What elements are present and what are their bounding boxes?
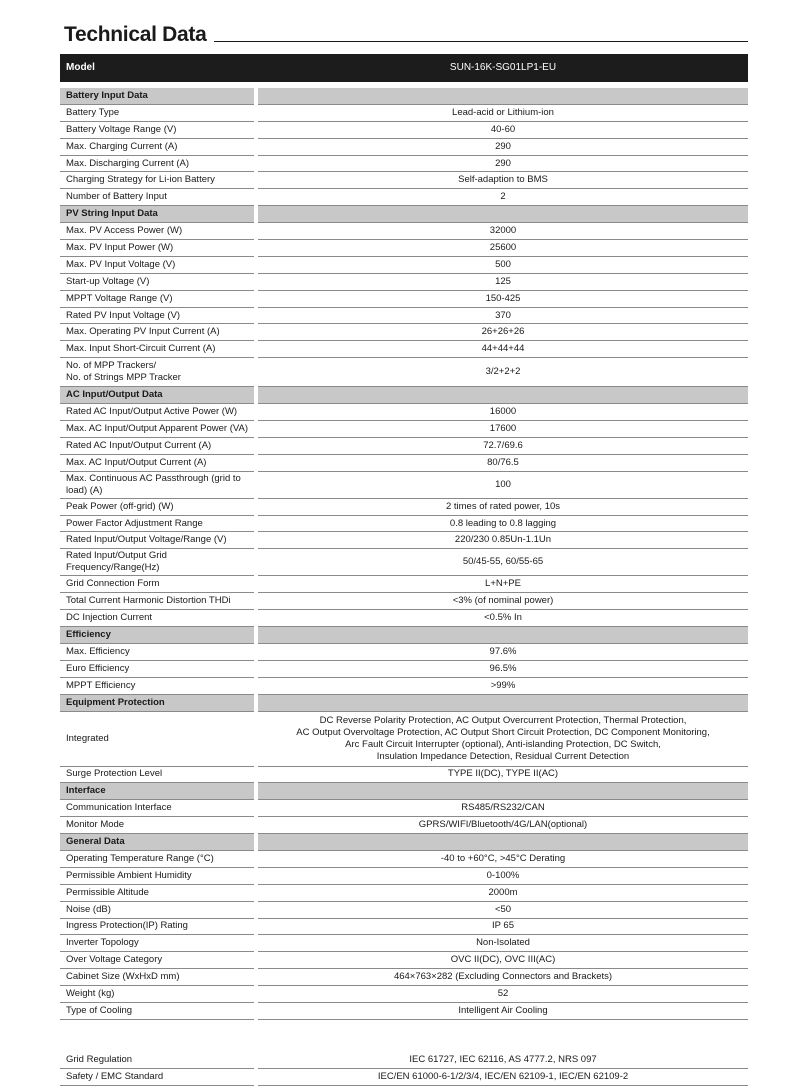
spec-row	[60, 223, 748, 240]
spec-label: Battery Type	[60, 105, 254, 122]
spec-label: MPPT Efficiency	[60, 678, 254, 695]
section-title: General Data	[60, 834, 254, 851]
spec-label: Start-up Voltage (V)	[60, 274, 254, 291]
spec-row	[60, 678, 748, 695]
spec-value: 100	[258, 472, 748, 499]
spec-label: Surge Protection Level	[60, 767, 254, 784]
spec-label: Charging Strategy for Li-ion Battery	[60, 172, 254, 189]
section-title: AC Input/Output Data	[60, 387, 254, 404]
spec-value: 3/2+2+2	[258, 358, 748, 387]
section-header-fill	[258, 387, 748, 404]
spec-label: Permissible Ambient Humidity	[60, 868, 254, 885]
spec-row	[60, 516, 748, 533]
spec-label: DC Injection Current	[60, 610, 254, 627]
spec-label: Max. Discharging Current (A)	[60, 156, 254, 173]
spec-label: Grid Regulation	[60, 1052, 254, 1069]
spacer-cell	[60, 1020, 254, 1036]
section-header-row	[60, 627, 748, 644]
spec-row	[60, 291, 748, 308]
spec-label: Monitor Mode	[60, 817, 254, 834]
model-value: SUN-16K-SG01LP1-EU	[449, 62, 557, 73]
spec-row	[60, 189, 748, 206]
spec-label: Euro Efficiency	[60, 661, 254, 678]
section-header-row	[60, 695, 748, 712]
spec-row	[60, 1052, 748, 1069]
spec-row	[60, 1003, 748, 1020]
spec-label: Total Current Harmonic Distortion THDi	[60, 593, 254, 610]
spec-label: Rated AC Input/Output Current (A)	[60, 438, 254, 455]
section-title: Interface	[60, 783, 254, 800]
section-header-row	[60, 206, 748, 223]
spec-row	[60, 851, 748, 868]
spec-row	[60, 986, 748, 1003]
spec-label: MPPT Voltage Range (V)	[60, 291, 254, 308]
spec-value: 26+26+26	[258, 324, 748, 341]
spec-value: <50	[258, 902, 748, 919]
spacer-row	[60, 1036, 748, 1052]
spec-row	[60, 139, 748, 156]
section-header-row	[60, 783, 748, 800]
spec-value: <3% (of nominal power)	[258, 593, 748, 610]
spec-label: Type of Cooling	[60, 1003, 254, 1020]
spec-label: Integrated	[60, 712, 254, 767]
spec-row	[60, 767, 748, 784]
spec-value: 80/76.5	[258, 455, 748, 472]
spec-label: Rated Input/Output Grid Frequency/Range(Hz)	[60, 549, 254, 576]
section-header-row	[60, 834, 748, 851]
spec-value: IP 65	[258, 919, 748, 936]
section-header-fill	[258, 627, 748, 644]
spec-row	[60, 421, 748, 438]
spec-row	[60, 549, 748, 576]
spec-value: IEC 61727, IEC 62116, AS 4777.2, NRS 097	[258, 1052, 748, 1069]
spec-label: Grid Connection Form	[60, 576, 254, 593]
spec-row	[60, 532, 748, 549]
spec-value: 500	[258, 257, 748, 274]
spec-row	[60, 240, 748, 257]
spec-row	[60, 885, 748, 902]
spec-row	[60, 105, 748, 122]
section-header-fill	[258, 206, 748, 223]
spec-row	[60, 919, 748, 936]
spec-value: 290	[258, 156, 748, 173]
spec-row	[60, 712, 748, 767]
spec-table	[60, 88, 748, 1086]
spec-label: Rated AC Input/Output Active Power (W)	[60, 404, 254, 421]
spec-row	[60, 156, 748, 173]
spec-label: Inverter Topology	[60, 935, 254, 952]
spec-row	[60, 576, 748, 593]
spacer-row	[60, 1020, 748, 1036]
spec-value: 96.5%	[258, 661, 748, 678]
spec-value: Self-adaption to BMS	[258, 172, 748, 189]
spec-value: TYPE II(DC), TYPE II(AC)	[258, 767, 748, 784]
spec-value: L+N+PE	[258, 576, 748, 593]
spec-value: 97.6%	[258, 644, 748, 661]
spec-row	[60, 817, 748, 834]
model-label: Model	[66, 62, 95, 73]
section-title: Battery Input Data	[60, 88, 254, 105]
spec-label: Power Factor Adjustment Range	[60, 516, 254, 533]
section-header-fill	[258, 695, 748, 712]
spec-row	[60, 358, 748, 387]
spec-value: 290	[258, 139, 748, 156]
spec-label: Cabinet Size (WxHxD mm)	[60, 969, 254, 986]
section-title: Equipment Protection	[60, 695, 254, 712]
spec-row	[60, 438, 748, 455]
spec-value: RS485/RS232/CAN	[258, 800, 748, 817]
spec-label: Communication Interface	[60, 800, 254, 817]
spec-value: 2 times of rated power, 10s	[258, 499, 748, 516]
spec-value: Intelligent Air Cooling	[258, 1003, 748, 1020]
spec-value: 0.8 leading to 0.8 lagging	[258, 516, 748, 533]
spec-value: 32000	[258, 223, 748, 240]
spec-value: 52	[258, 986, 748, 1003]
spec-label: Max. Input Short-Circuit Current (A)	[60, 341, 254, 358]
spec-row	[60, 324, 748, 341]
spec-row	[60, 661, 748, 678]
spec-value: 44+44+44	[258, 341, 748, 358]
spec-value: Lead-acid or Lithium-ion	[258, 105, 748, 122]
spec-value: 220/230 0.85Un-1.1Un	[258, 532, 748, 549]
spec-value: <0.5% In	[258, 610, 748, 627]
spec-row	[60, 969, 748, 986]
spec-row	[60, 1069, 748, 1086]
spec-label: Rated PV Input Voltage (V)	[60, 308, 254, 325]
spec-value: OVC II(DC), OVC III(AC)	[258, 952, 748, 969]
spec-value: 50/45-55, 60/55-65	[258, 549, 748, 576]
spec-value: 2	[258, 189, 748, 206]
spec-value: 16000	[258, 404, 748, 421]
spacer-cell	[258, 1020, 748, 1036]
spec-value: 125	[258, 274, 748, 291]
spec-value: 17600	[258, 421, 748, 438]
spec-label: Max. PV Input Voltage (V)	[60, 257, 254, 274]
spec-row	[60, 610, 748, 627]
section-title: PV String Input Data	[60, 206, 254, 223]
title-block	[64, 22, 748, 48]
spec-label: Max. Efficiency	[60, 644, 254, 661]
spec-label: Weight (kg)	[60, 986, 254, 1003]
spec-label: Ingress Protection(IP) Rating	[60, 919, 254, 936]
spec-label: Number of Battery Input	[60, 189, 254, 206]
spec-row	[60, 274, 748, 291]
spec-value: 370	[258, 308, 748, 325]
spec-row	[60, 935, 748, 952]
section-title: Efficiency	[60, 627, 254, 644]
section-header-fill	[258, 834, 748, 851]
spec-row	[60, 404, 748, 421]
spec-value: 72.7/69.6	[258, 438, 748, 455]
spec-value: 464×763×282 (Excluding Connectors and Brackets)	[258, 969, 748, 986]
spec-row	[60, 257, 748, 274]
spec-value: 40-60	[258, 122, 748, 139]
spec-label: Rated Input/Output Voltage/Range (V)	[60, 532, 254, 549]
spec-value: DC Reverse Polarity Protection, AC Output Overcurrent Protection, Thermal Protection, AC Output Overvoltage Protection, AC Output Short Circuit Protection, DC Component Monitoring, Arc Fault Circuit Interrupter (optional), Anti-islanding Protection, DC Switch, Insulation Impedance Detection, Residual Current Detection	[258, 712, 748, 767]
spec-row	[60, 455, 748, 472]
spec-label: Peak Power (off-grid) (W)	[60, 499, 254, 516]
spacer-cell	[60, 1036, 254, 1052]
spec-label: Over Voltage Category	[60, 952, 254, 969]
spacer-cell	[258, 1036, 748, 1052]
spec-row	[60, 800, 748, 817]
spec-row	[60, 341, 748, 358]
spec-row	[60, 902, 748, 919]
section-header-fill	[258, 783, 748, 800]
spec-row	[60, 499, 748, 516]
spec-label: Operating Temperature Range (°C)	[60, 851, 254, 868]
spec-label: Permissible Altitude	[60, 885, 254, 902]
spec-value: >99%	[258, 678, 748, 695]
spec-value: 0-100%	[258, 868, 748, 885]
spec-label: No. of MPP Trackers/ No. of Strings MPP Tracker	[60, 358, 254, 387]
spec-label: Max. PV Input Power (W)	[60, 240, 254, 257]
page-title: Technical Data	[64, 22, 214, 48]
section-header-row	[60, 88, 748, 105]
spec-value: 25600	[258, 240, 748, 257]
spec-value: GPRS/WIFI/Bluetooth/4G/LAN(optional)	[258, 817, 748, 834]
spec-row	[60, 122, 748, 139]
spec-row	[60, 644, 748, 661]
spec-label: Battery Voltage Range (V)	[60, 122, 254, 139]
spec-value: 2000m	[258, 885, 748, 902]
spec-value: 150-425	[258, 291, 748, 308]
spec-label: Noise (dB)	[60, 902, 254, 919]
section-header-row	[60, 387, 748, 404]
spec-row	[60, 172, 748, 189]
spec-value: IEC/EN 61000-6-1/2/3/4, IEC/EN 62109-1, IEC/EN 62109-2	[258, 1069, 748, 1086]
spec-row	[60, 952, 748, 969]
spec-value: -40 to +60°C, >45°C Derating	[258, 851, 748, 868]
model-header-bar	[60, 54, 748, 82]
spec-row	[60, 868, 748, 885]
section-header-fill	[258, 88, 748, 105]
spec-label: Max. Charging Current (A)	[60, 139, 254, 156]
spec-row	[60, 593, 748, 610]
spec-row	[60, 472, 748, 499]
spec-label: Max. Operating PV Input Current (A)	[60, 324, 254, 341]
spec-label: Max. PV Access Power (W)	[60, 223, 254, 240]
spec-value: Non-Isolated	[258, 935, 748, 952]
spec-label: Max. AC Input/Output Current (A)	[60, 455, 254, 472]
spec-label: Max. Continuous AC Passthrough (grid to load) (A)	[60, 472, 254, 499]
spec-row	[60, 308, 748, 325]
spec-label: Max. AC Input/Output Apparent Power (VA)	[60, 421, 254, 438]
spec-label: Safety / EMC Standard	[60, 1069, 254, 1086]
